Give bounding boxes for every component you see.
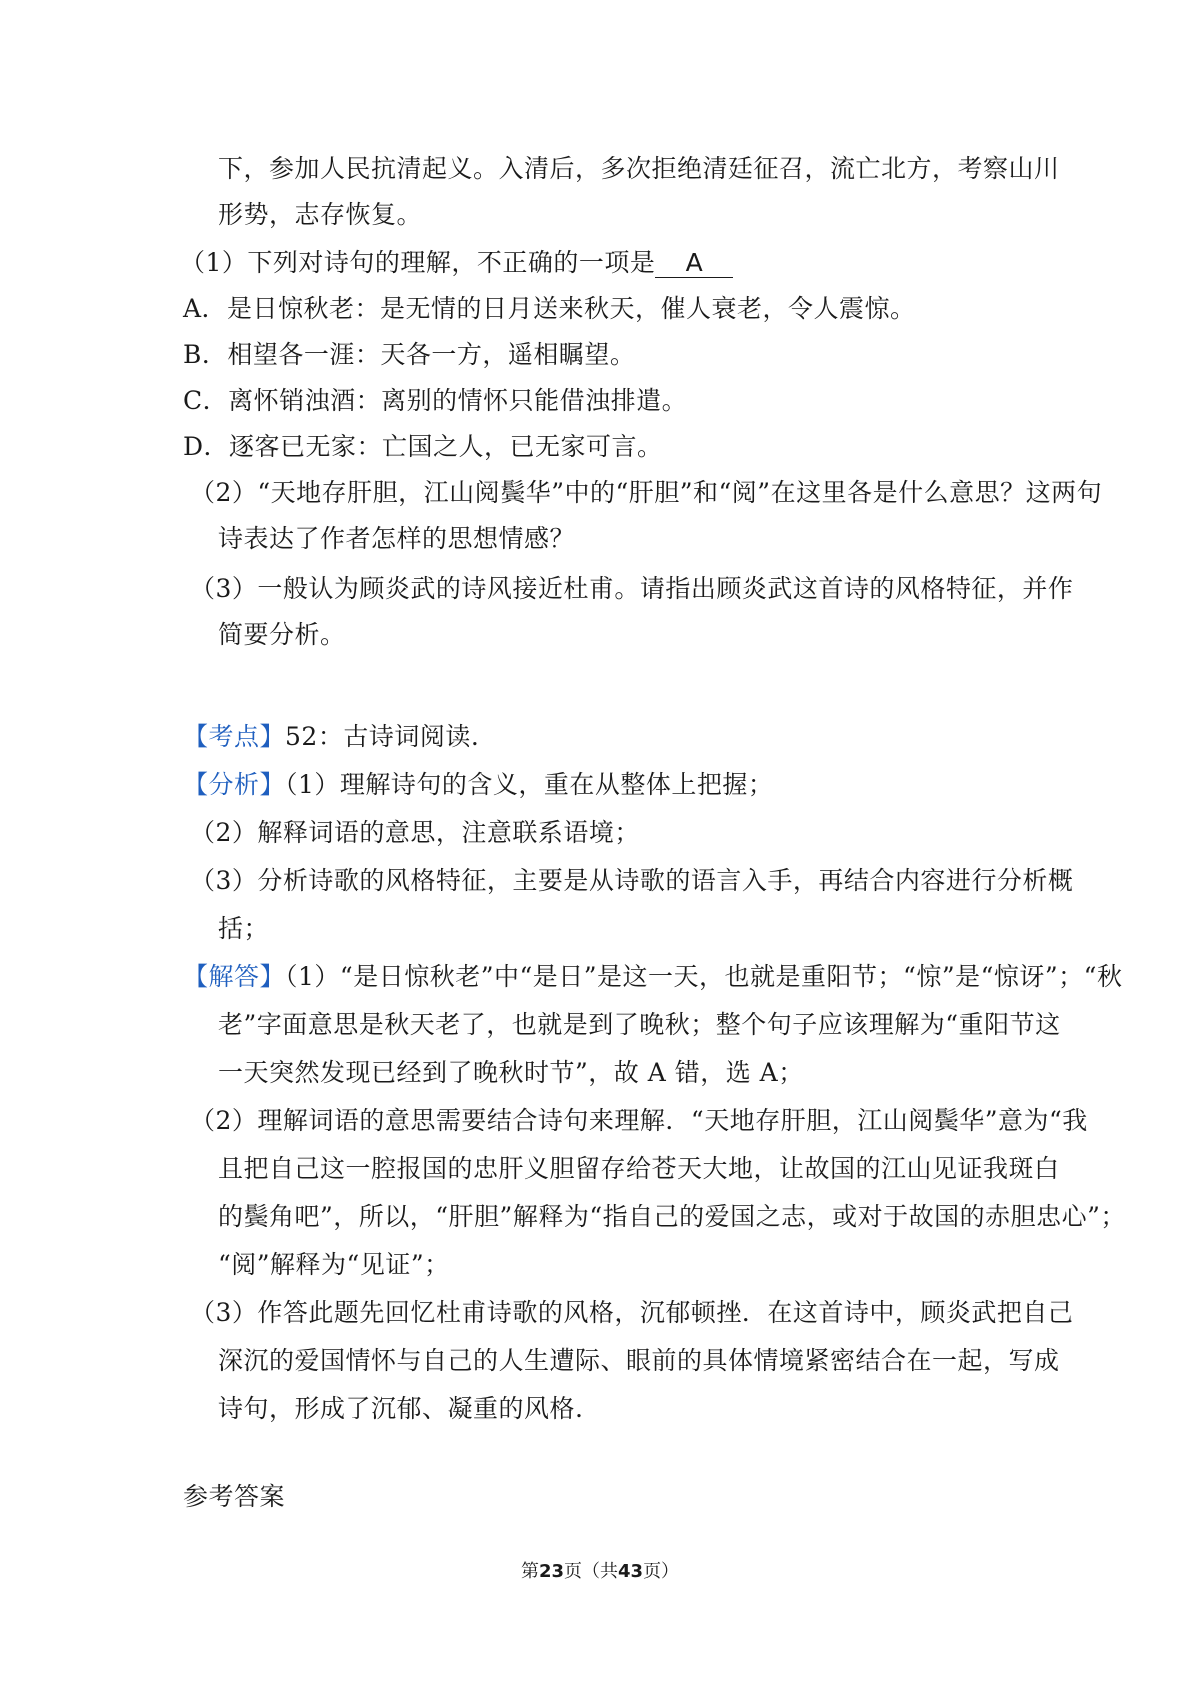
fenxi-line-3: （3）分析诗歌的风格特征，主要是从诗歌的语言入手，再结合内容进行分析概 xyxy=(190,866,1074,895)
fenxi-line-2: （2）解释词语的意思，注意联系语境； xyxy=(190,818,640,847)
fenxi-line-4: 括； xyxy=(218,914,270,943)
option-a: A．是日惊秋老：是无情的日月送来秋天，催人衰老，令人震惊。 xyxy=(183,294,916,323)
question-2-line-1: （2）“天地存肝胆，江山阅鬓华”中的“肝胆”和“阅”在这里各是什么意思？这两句 xyxy=(190,478,1103,507)
fenxi-tag: 【分析】 xyxy=(183,770,286,799)
footer-page-number: 23 xyxy=(538,1561,564,1582)
question-2-line-2: 诗表达了作者怎样的思想情感？ xyxy=(218,524,576,553)
jieda-text-1: （1）“是日惊秋老”中“是日”是这一天，也就是重阳节；“惊”是“惊讶”；“秋 xyxy=(285,962,1123,991)
footer-suffix: 页） xyxy=(643,1561,680,1582)
option-c: C．离怀销浊酒：离别的情怀只能借浊排遣。 xyxy=(183,386,688,415)
jieda-tag: 【解答】 xyxy=(183,962,286,991)
kaodian-text: 52：古诗词阅读. xyxy=(285,722,480,751)
page-footer xyxy=(0,1560,1200,1584)
question-3-line-1: （3）一般认为顾炎武的诗风接近杜甫。请指出顾炎武这首诗的风格特征，并作 xyxy=(190,574,1074,603)
jieda-line-3: 一天突然发现已经到了晚秋时节”，故 A 错，选 A； xyxy=(218,1058,804,1087)
intro-line-1: 下，参加人民抗清起义。入清后，多次拒绝清廷征召，流亡北方，考察山川 xyxy=(218,154,1060,183)
question-1-text: （1）下列对诗句的理解，不正确的一项是 xyxy=(180,248,656,277)
fenxi-text-1: （1）理解诗句的含义，重在从整体上把握； xyxy=(285,770,774,799)
jieda-line-6: 的鬓角吧”，所以，“肝胆”解释为“指自己的爱国之志，或对于故国的赤胆忠心”； xyxy=(218,1202,1126,1231)
jieda-line-5: 且把自己这一腔报国的忠肝义胆留存给苍天大地，让故国的江山见证我斑白 xyxy=(218,1154,1060,1183)
jieda-line-10: 诗句，形成了沉郁、凝重的风格. xyxy=(218,1394,584,1423)
option-d: D．逐客已无家：亡国之人，已无家可言。 xyxy=(183,432,663,461)
kaodian-tag: 【考点】 xyxy=(183,722,286,751)
reference-heading: 参考答案 xyxy=(183,1482,286,1511)
jieda-line-8: （3）作答此题先回忆杜甫诗歌的风格，沉郁顿挫．在这首诗中，顾炎武把自己 xyxy=(190,1298,1074,1327)
kaodian-line xyxy=(183,720,479,754)
footer-total-pages: 43 xyxy=(618,1561,644,1582)
footer-prefix: 第 xyxy=(520,1561,539,1582)
footer-middle: 页（共 xyxy=(564,1561,618,1582)
jieda-line-9: 深沉的爱国情怀与自己的人生遭际、眼前的具体情境紧密结合在一起，写成 xyxy=(218,1346,1060,1375)
jieda-line-1 xyxy=(183,960,1122,994)
fenxi-line-1 xyxy=(183,768,773,802)
intro-line-2: 形势，志存恢复。 xyxy=(218,200,423,229)
question-3-line-2: 简要分析。 xyxy=(218,620,346,649)
question-1-prompt xyxy=(180,246,733,280)
jieda-line-7: “阅”解释为“见证”； xyxy=(218,1250,450,1279)
jieda-line-2: 老”字面意思是秋天老了，也就是到了晚秋；整个句子应该理解为“重阳节这 xyxy=(218,1010,1061,1039)
jieda-line-4: （2）理解词语的意思需要结合诗句来理解．“天地存肝胆，江山阅鬓华”意为“我 xyxy=(190,1106,1088,1135)
question-1-answer-blank: A xyxy=(655,249,733,278)
option-b: B．相望各一涯：天各一方，遥相瞩望。 xyxy=(183,340,636,369)
